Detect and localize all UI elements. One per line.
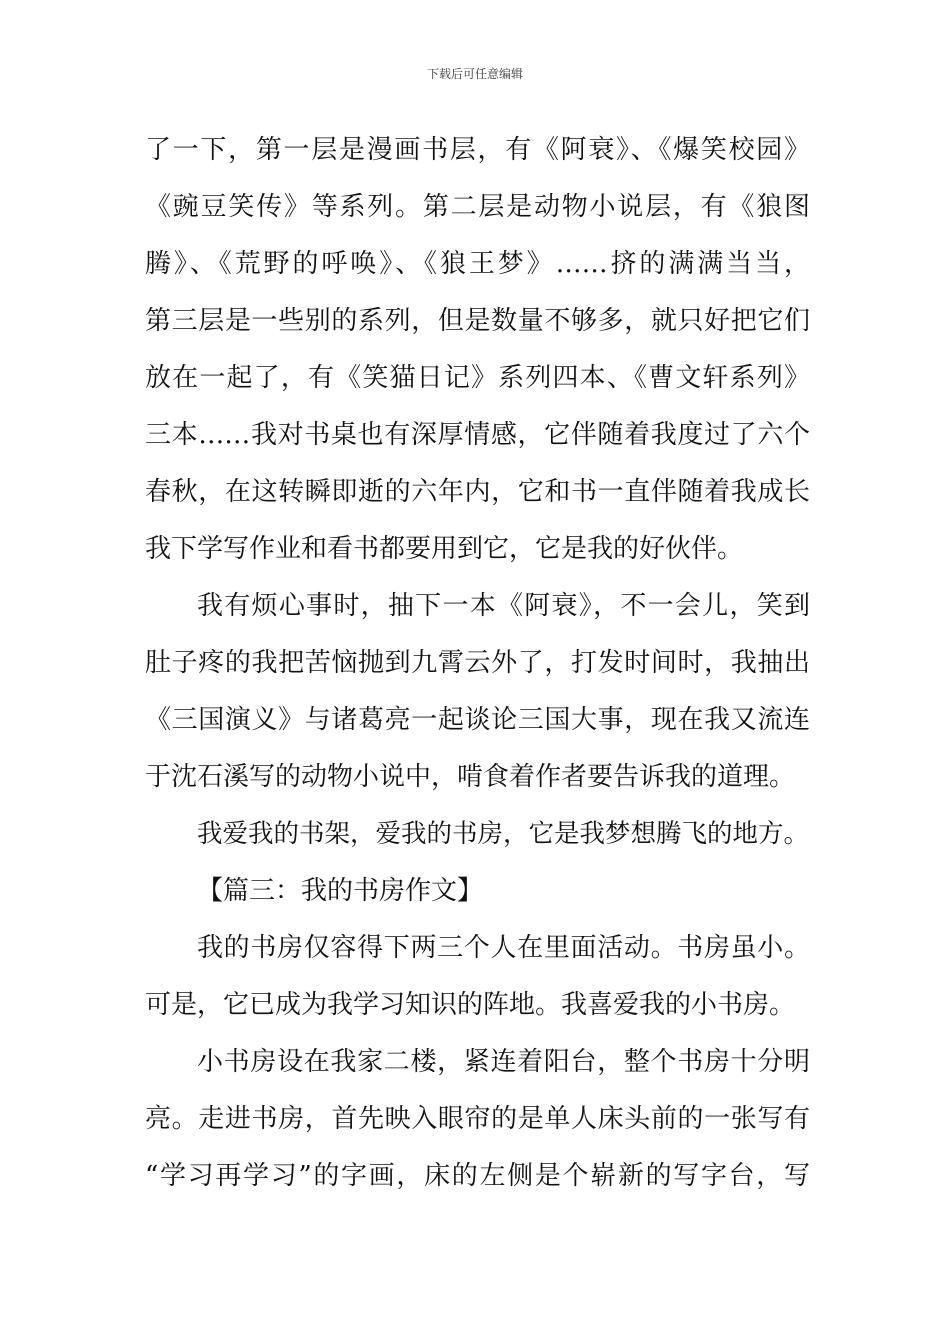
- section-heading: 【篇三：我的书房作文】: [197, 876, 484, 906]
- text-line: 放在一起了，有《笑猫日记》系列四本、《曹文轩系列》: [145, 363, 810, 393]
- text-line: 我爱我的书架，爱我的书房，它是我梦想腾飞的地方。: [197, 819, 810, 849]
- text-line: 小书房设在我家二楼，紧连着阳台，整个书房十分明: [197, 1047, 810, 1077]
- text-line: 肚子疼的我把苦恼抛到九霄云外了，打发时间时，我抽出: [145, 648, 810, 678]
- text-line: 于沈石溪写的动物小说中，啃食着作者要告诉我的道理。: [145, 762, 796, 792]
- text-line: 我有烦心事时，抽下一本《阿衰》，不一会儿，笑到: [197, 591, 810, 621]
- text-line: 了一下，第一层是漫画书层，有《阿衰》、《爆笑校园》: [145, 135, 810, 165]
- text-line: 可是，它已成为我学习知识的阵地。我喜爱我的小书房。: [145, 990, 796, 1020]
- text-line: 腾》、《荒野的呼唤》、《狼王梦》……挤的满满当当，: [145, 249, 810, 279]
- text-line: “学习再学习”的字画，床的左侧是个崭新的写字台，写: [145, 1161, 810, 1191]
- text-line: 《豌豆笑传》等系列。第二层是动物小说层，有《狼图: [145, 192, 810, 222]
- text-line: 三本……我对书桌也有深厚情感，它伴随着我度过了六个: [145, 420, 810, 450]
- page-header: 下载后可任意编辑: [426, 67, 523, 81]
- text-line: 亮。走进书房，首先映入眼帘的是单人床头前的一张写有: [145, 1104, 810, 1134]
- text-line: 我下学写作业和看书都要用到它，它是我的好伙伴。: [145, 534, 744, 564]
- text-line: 《三国演义》与诸葛亮一起谈论三国大事，现在我又流连: [145, 705, 810, 735]
- text-line: 春秋，在这转瞬即逝的六年内，它和书一直伴随着我成长: [145, 477, 810, 507]
- text-line: 第三层是一些别的系列，但是数量不够多，就只好把它们: [145, 306, 810, 336]
- text-line: 我的书房仅容得下两三个人在里面活动。书房虽小。: [197, 933, 810, 963]
